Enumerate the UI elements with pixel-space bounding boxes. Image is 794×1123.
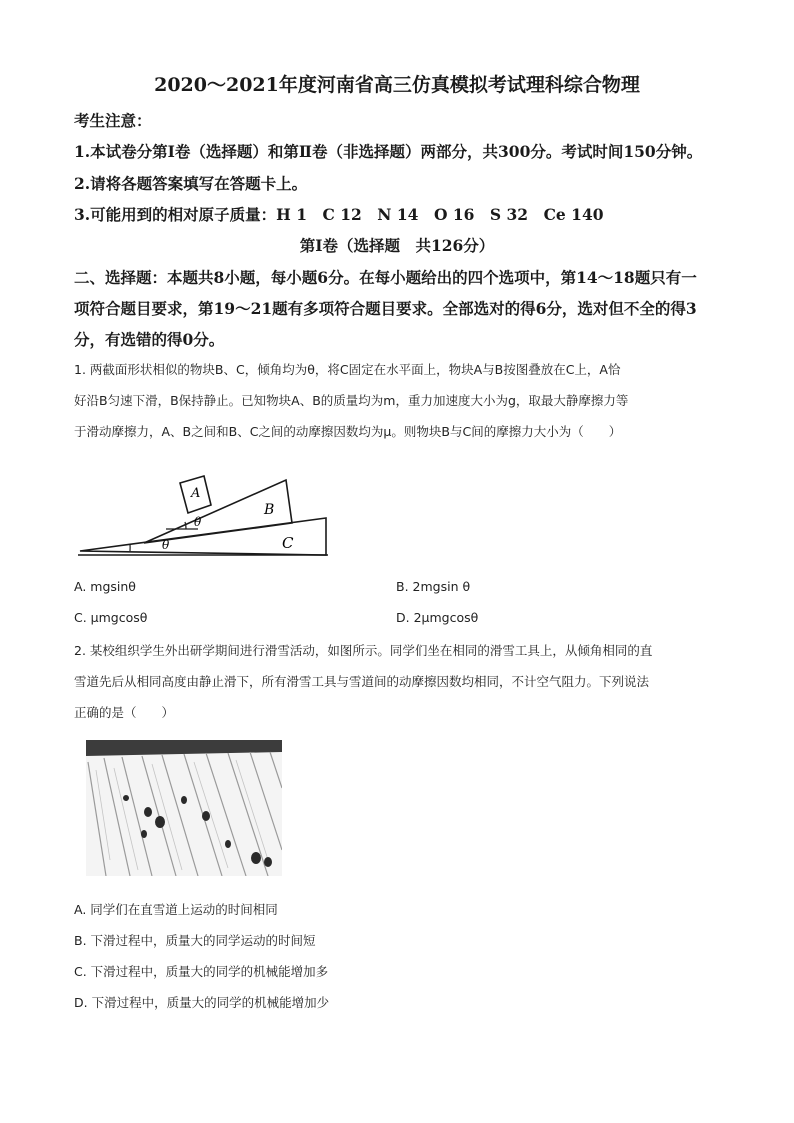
label-a: A [191,486,201,501]
notice-heading: 考生注意： [74,111,152,130]
instruction-line: 项符合题目要求，第19～21题有多项符合题目要求。全部选对的得6分，选对但不全的得3 [74,299,697,318]
instruction-line: 分，有选错的得0分。 [74,330,225,349]
q1-option-a: A. mgsinθ [74,579,136,594]
label-b: B [264,502,275,518]
notice-item: 2.请将各题答案填写在答题卡上。 [74,174,308,193]
ski-slope-photo [86,740,282,876]
exam-title: 2020～2021年度河南省高三仿真模拟考试理科综合物理 [154,74,640,96]
q2-option-b: B. 下滑过程中，质量大的同学运动的时间短 [74,933,316,948]
section-title: 第Ⅰ卷（选择题 共126分） [299,236,495,255]
question-2-text: 雪道先后从相同高度由静止滑下，所有滑雪工具与雪道间的动摩擦因数均相同，不计空气阻力。下列说法 [74,674,650,689]
label-theta-lower: θ [162,538,170,552]
q2-option-c: C. 下滑过程中，质量大的同学的机械能增加多 [74,964,329,979]
q1-option-b: B. 2mgsin θ [396,579,471,594]
incline-blocks-figure [74,470,334,565]
notice-item: 3.可能用到的相对原子质量：H 1 C 12 N 14 O 16 S 32 Ce 140 [74,205,604,224]
question-1-text: 好沿B匀速下滑，B保持静止。已知物块A、B的质量均为m，重力加速度大小为g，取最大静摩擦力等 [74,393,629,408]
question-1-text: 于滑动摩擦力，A、B之间和B、C之间的动摩擦因数均为μ。则物块B与C间的摩擦力大小为（ ） [74,424,622,439]
label-c: C [282,534,294,552]
q1-option-c: C. μmgcosθ [74,610,148,625]
q2-option-d: D. 下滑过程中，质量大的同学的机械能增加少 [74,995,330,1010]
question-2-text: 正确的是（ ） [74,705,175,720]
q1-option-d: D. 2μmgcosθ [396,610,479,625]
notice-item: 1.本试卷分第Ⅰ卷（选择题）和第Ⅱ卷（非选择题）两部分，共300分。考试时间150分钟。 [74,142,703,161]
label-theta-upper: θ [194,515,202,529]
question-2-text: 2. 某校组织学生外出研学期间进行滑雪活动，如图所示。同学们坐在相同的滑雪工具上，从倾角相同的直 [74,643,653,658]
question-1-text: 1. 两截面形状相似的物块B、C，倾角均为θ，将C固定在水平面上，物块A与B按图叠放在C上，A恰 [74,362,621,377]
instruction-line: 二、选择题：本题共8小题，每小题6分。在每小题给出的四个选项中，第14～18题只有一 [74,268,697,287]
q2-option-a: A. 同学们在直雪道上运动的时间相同 [74,902,278,917]
